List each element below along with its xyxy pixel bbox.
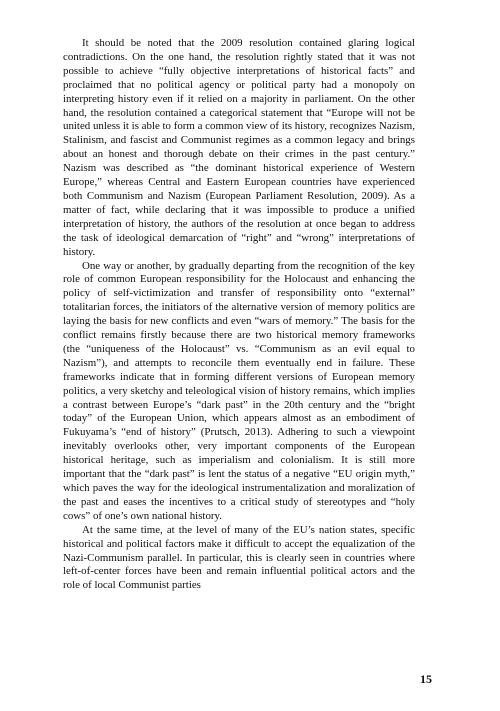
page-number: 15 <box>420 672 432 686</box>
paragraph-3: At the same time, at the level of many of the EU’s nation states, specific historical and political factors make it difficult to accept the equalization of the Nazi-Communism parallel. In particular, this is clearly seen in countries where left-of-center forces have been and remain influential political actors and the role of local Communist parties <box>63 523 415 592</box>
body-text <box>63 37 415 593</box>
paragraph-1: It should be noted that the 2009 resolution contained glaring logical contradictions. On the one hand, the resolution rightly stated that it was not possible to achieve “fully objective interpretations of historical facts” and proclaimed that no political agency or political party had a monopoly on interpreting history even if it relied on a majority in parliament. On the other hand, the resolution contained a categorical statement that “Europe will not be united unless it is able to form a common view of its history, recognizes Nazism, Stalinism, and fascist and Communist regimes as a common legacy and brings about an honest and thorough debate on their crimes in the past century.” Nazism was described as “the dominant historical experience of Western Europe,” whereas Central and Eastern European countries have experienced both Communism and Nazism (European Parliament Resolution, 2009). As a matter of fact, while declaring that it was impossible to produce a unified interpretation of history, the authors of the resolution at once began to address the task of ideological demarcation of “right” and “wrong” interpretations of history. <box>63 37 415 258</box>
paragraph-2: One way or another, by gradually departing from the recognition of the key role of common European responsibility for the Holocaust and enhancing the policy of self-victimization and transfer of responsibility onto “external” totalitarian forces, the initiators of the alternative version of memory politics are laying the basis for new conflicts and even “wars of memory.” The basis for the conflict remains firstly because there are two historical memory frameworks (the “uniqueness of the Holocaust” vs. “Communism as an evil equal to Nazism”), and attempts to reconcile them eventually end in failure. These frameworks indicate that in forming different versions of European memory politics, a very sketchy and teleological vision of history remains, which implies a contrast between Europe’s “dark past” in the 20th century and the “bright today” of the European Union, which appears almost as an embodiment of Fukuyama’s “end of history” (Prutsch, 2013). Adhering to such a viewpoint inevitably overlooks other, very important components of the European historical heritage, such as imperialism and colonialism. It is still more important that the “dark past” is lent the status of a negative “EU origin myth,” which paves the way for the ideological instrumentalization and moralization of the past and eases the incentives to a critical study of stereotypes and “holy cows” of one’s own national history. <box>63 259 415 522</box>
